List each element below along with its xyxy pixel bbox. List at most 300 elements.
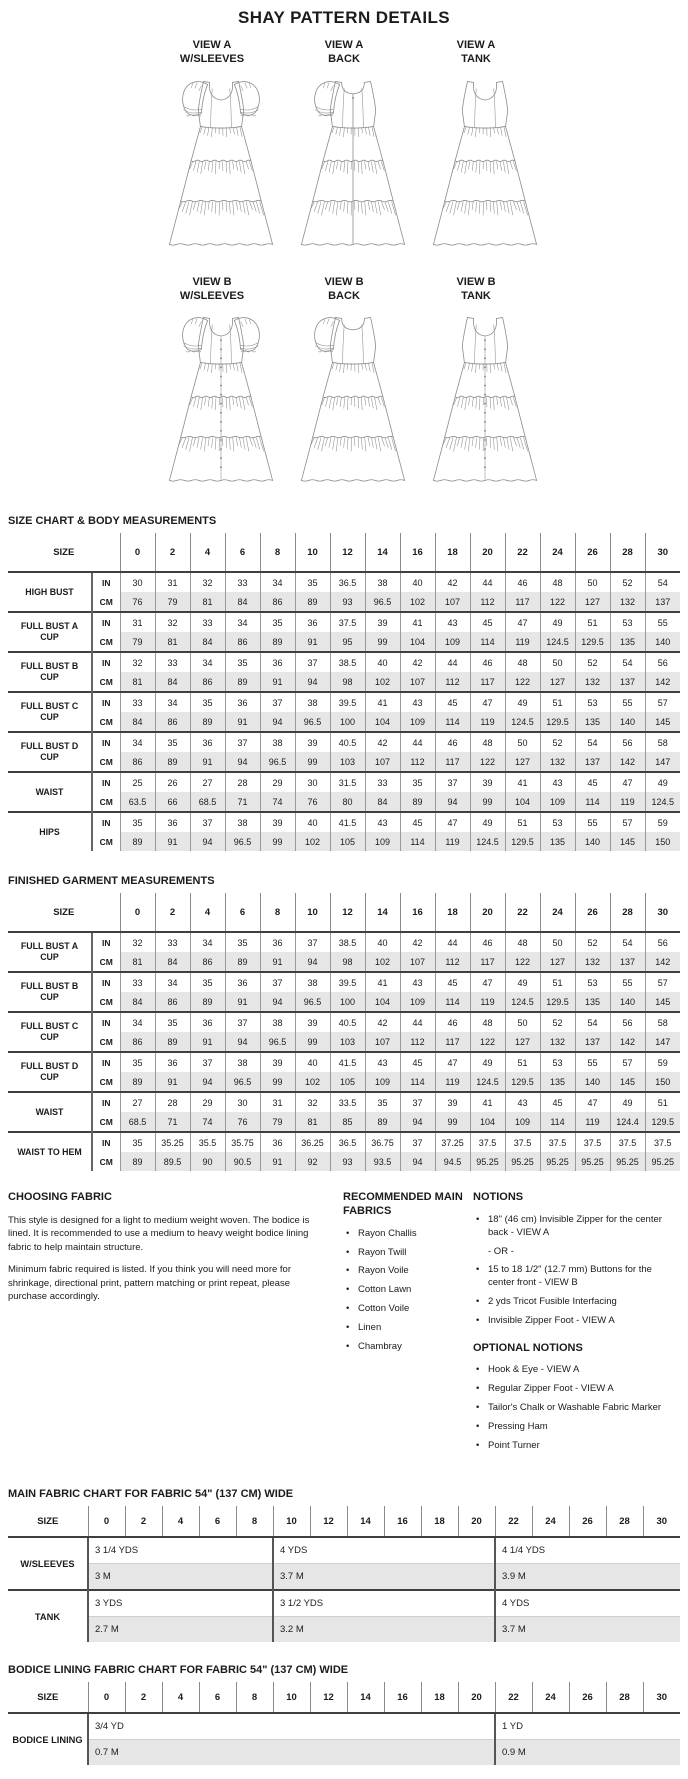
measure-value-cm: 117 — [435, 752, 470, 772]
size-column-header: 26 — [569, 1682, 606, 1713]
measure-value-cm: 109 — [365, 1072, 400, 1092]
measure-value-in: 53 — [540, 812, 575, 832]
measure-value-in: 35 — [155, 1012, 190, 1032]
size-column-header: 20 — [458, 1682, 495, 1713]
measure-value-in: 26 — [155, 772, 190, 792]
size-column-header: 20 — [470, 533, 505, 572]
measure-value-in: 45 — [435, 692, 470, 712]
measure-row-cm — [8, 992, 680, 1012]
measure-value-in: 39 — [260, 812, 295, 832]
notion-list-item: • 2 yds Tricot Fusible Interfacing — [473, 1296, 680, 1309]
measure-value-cm: 122 — [540, 592, 575, 612]
measure-value-in: 57 — [610, 1052, 645, 1072]
yardage-value: 1 YD — [495, 1713, 680, 1740]
measure-value-in: 38.5 — [330, 652, 365, 672]
measure-value-in: 51 — [575, 612, 610, 632]
measure-value-cm: 95.25 — [540, 1152, 575, 1171]
measure-value-in: 37.5 — [610, 1132, 645, 1152]
size-column-header: 18 — [435, 893, 470, 932]
measure-value-cm: 107 — [400, 952, 435, 972]
measure-value-cm: 114 — [435, 712, 470, 732]
size-column-header: 14 — [365, 893, 400, 932]
size-column-header: 26 — [569, 1506, 606, 1537]
main-fabric-chart-heading: MAIN FABRIC CHART FOR FABRIC 54" (137 CM) WIDE — [8, 1488, 294, 1501]
measure-value-cm: 147 — [645, 1032, 680, 1052]
measure-value-in: 55 — [575, 1052, 610, 1072]
size-column-header: 10 — [273, 1682, 310, 1713]
measure-value-cm: 63.5 — [120, 792, 155, 812]
measure-value-cm: 99 — [260, 1072, 295, 1092]
size-column-header: 14 — [347, 1506, 384, 1537]
measure-value-in: 36 — [190, 732, 225, 752]
measure-value-in: 51 — [505, 812, 540, 832]
measure-value-in: 38 — [365, 572, 400, 592]
measure-value-in: 37.5 — [575, 1132, 610, 1152]
fabric-list-item: • Cotton Lawn — [343, 1284, 463, 1297]
measure-value-in: 33 — [120, 972, 155, 992]
measure-value-cm: 94 — [260, 992, 295, 1012]
measure-value-in: 35 — [120, 812, 155, 832]
size-column-header: 22 — [495, 1682, 532, 1713]
measure-value-cm: 84 — [155, 952, 190, 972]
fabric-list-item: • Chambray — [343, 1341, 463, 1354]
measure-value-cm: 122 — [470, 752, 505, 772]
size-column-header: 6 — [199, 1506, 236, 1537]
size-column-header: 30 — [645, 893, 680, 932]
recommended-fabrics-heading: RECOMMENDED MAIN FABRICS — [343, 1191, 463, 1217]
measure-label: FULL BUST B CUP — [8, 652, 92, 692]
meters-value: 3 M — [88, 1564, 273, 1591]
measure-value-cm: 89 — [120, 1072, 155, 1092]
choosing-fabric-paragraph: This style is designed for a light to medium weight woven. The bodice is lined. It is recommended to use a medium to heavy weight bodice lining fabric to help maintain structure. — [8, 1214, 310, 1253]
measure-value-cm: 91 — [155, 1072, 190, 1092]
measure-value-in: 44 — [400, 732, 435, 752]
measure-value-cm: 96.5 — [260, 752, 295, 772]
measure-value-in: 45 — [400, 812, 435, 832]
measure-value-cm: 109 — [505, 1112, 540, 1132]
measure-value-cm: 107 — [365, 1032, 400, 1052]
puff-sleeve — [234, 318, 259, 352]
measure-value-in: 31 — [155, 572, 190, 592]
measure-value-in: 27 — [120, 1092, 155, 1112]
measure-value-in: 37 — [400, 1092, 435, 1112]
unit-in: IN — [92, 1092, 120, 1112]
size-header-row — [8, 533, 680, 572]
measure-row-in — [8, 612, 680, 632]
measure-value-in: 56 — [610, 732, 645, 752]
measure-value-cm: 86 — [155, 712, 190, 732]
unit-cm: CM — [92, 1072, 120, 1092]
bodice-lining-chart-table — [8, 1682, 680, 1765]
measure-value-in: 55 — [645, 612, 680, 632]
recommended-fabrics-list — [343, 1228, 463, 1354]
measure-value-in: 49 — [610, 1092, 645, 1112]
unit-cm: CM — [92, 992, 120, 1012]
measure-value-in: 36 — [295, 612, 330, 632]
measure-value-cm: 74 — [190, 1112, 225, 1132]
measure-value-in: 57 — [645, 972, 680, 992]
measure-value-in: 36 — [190, 1012, 225, 1032]
measure-value-cm: 124.5 — [470, 832, 505, 851]
measure-value-cm: 145 — [645, 992, 680, 1012]
unit-cm: CM — [92, 1152, 120, 1171]
measure-value-in: 41 — [470, 1092, 505, 1112]
measure-value-in: 45 — [400, 1052, 435, 1072]
measure-value-cm: 100 — [330, 712, 365, 732]
measure-value-in: 38 — [225, 1052, 260, 1072]
measure-row-in — [8, 812, 680, 832]
measure-value-cm: 102 — [295, 1072, 330, 1092]
notions-section — [473, 1191, 680, 1466]
measure-value-cm: 79 — [120, 632, 155, 652]
measure-value-in: 37.5 — [540, 1132, 575, 1152]
measure-value-in: 35 — [190, 692, 225, 712]
view-label: VIEW A TANK — [456, 39, 496, 66]
measure-value-cm: 89 — [295, 592, 330, 612]
measure-value-in: 33 — [155, 652, 190, 672]
fabric-list-item: • Cotton Voile — [343, 1303, 463, 1316]
measure-value-cm: 103 — [330, 752, 365, 772]
measure-value-in: 49 — [540, 612, 575, 632]
measure-row-cm — [8, 632, 680, 652]
measure-value-in: 35.25 — [155, 1132, 190, 1152]
optional-notion-list-item: • Tailor's Chalk or Washable Fabric Marker — [473, 1402, 680, 1415]
measure-value-cm: 127 — [540, 672, 575, 692]
measure-value-in: 38 — [260, 1012, 295, 1032]
view-b-tank — [410, 275, 542, 500]
measure-value-cm: 94 — [190, 1072, 225, 1092]
bodice-lining-chart-heading: BODICE LINING FABRIC CHART FOR FABRIC 54" (137 CM) WIDE — [8, 1664, 349, 1677]
measure-value-cm: 124.5 — [505, 992, 540, 1012]
measure-value-in: 30 — [295, 772, 330, 792]
measure-value-in: 49 — [470, 812, 505, 832]
measure-value-cm: 119 — [610, 792, 645, 812]
size-column-header: 26 — [575, 533, 610, 572]
measure-value-cm: 109 — [365, 832, 400, 851]
measure-row-cm — [8, 712, 680, 732]
measure-value-in: 36 — [155, 812, 190, 832]
measure-value-in: 34 — [155, 692, 190, 712]
measure-value-cm: 96.5 — [365, 592, 400, 612]
measure-value-in: 46 — [505, 572, 540, 592]
size-column-header: 14 — [365, 533, 400, 572]
measure-value-cm: 85 — [330, 1112, 365, 1132]
measure-row-in — [8, 1012, 680, 1032]
unit-in: IN — [92, 1052, 120, 1072]
yardage-value: 4 YDS — [273, 1537, 495, 1564]
measure-value-in: 57 — [610, 812, 645, 832]
fabric-row-label: TANK — [8, 1590, 88, 1642]
measure-value-cm: 142 — [645, 952, 680, 972]
measure-value-in: 35 — [400, 772, 435, 792]
measure-value-cm: 119 — [435, 832, 470, 851]
recommended-fabrics-section — [343, 1191, 463, 1466]
garment-views-grid — [8, 38, 680, 499]
measure-value-cm: 95.25 — [470, 1152, 505, 1171]
measure-value-in: 45 — [540, 1092, 575, 1112]
size-column-header: 4 — [190, 893, 225, 932]
measure-value-cm: 81 — [155, 632, 190, 652]
measure-value-cm: 91 — [260, 672, 295, 692]
measure-value-in: 33 — [120, 692, 155, 712]
measure-value-cm: 91 — [295, 632, 330, 652]
measure-value-cm: 99 — [470, 792, 505, 812]
measure-value-cm: 142 — [610, 752, 645, 772]
measure-value-cm: 135 — [540, 832, 575, 851]
size-column-header: 12 — [330, 533, 365, 572]
unit-cm: CM — [92, 672, 120, 692]
measure-value-cm: 96.5 — [225, 1072, 260, 1092]
fabric-list-item: • Rayon Twill — [343, 1247, 463, 1260]
size-column-header: 22 — [495, 1506, 532, 1537]
measure-row-cm — [8, 752, 680, 772]
dress-line-art — [146, 303, 296, 499]
size-column-header: 24 — [532, 1506, 569, 1537]
optional-notions-heading: OPTIONAL NOTIONS — [473, 1341, 583, 1354]
measure-label: FULL BUST C CUP — [8, 692, 92, 732]
measure-value-cm: 135 — [540, 1072, 575, 1092]
measure-value-cm: 132 — [540, 1032, 575, 1052]
measure-value-in: 34 — [120, 1012, 155, 1032]
measure-value-cm: 147 — [645, 752, 680, 772]
measure-value-in: 51 — [540, 692, 575, 712]
measure-value-cm: 140 — [645, 632, 680, 652]
notion-list-item: • 15 to 18 1/2" (12.7 mm) Buttons for the center front - VIEW B — [473, 1264, 680, 1290]
measure-value-cm: 79 — [155, 592, 190, 612]
measure-value-in: 37.5 — [470, 1132, 505, 1152]
measure-value-cm: 86 — [190, 952, 225, 972]
measure-value-cm: 127 — [505, 1032, 540, 1052]
measure-value-in: 36 — [260, 652, 295, 672]
measure-value-cm: 91 — [190, 752, 225, 772]
measure-value-cm: 109 — [435, 632, 470, 652]
measure-value-in: 56 — [645, 652, 680, 672]
size-column-header: 18 — [421, 1506, 458, 1537]
measure-value-in: 43 — [505, 1092, 540, 1112]
measure-value-in: 44 — [470, 572, 505, 592]
measure-row-in — [8, 772, 680, 792]
yardage-value: 3 YDS — [88, 1590, 273, 1617]
measure-value-cm: 74 — [260, 792, 295, 812]
measure-value-cm: 140 — [575, 1072, 610, 1092]
choosing-fabric-heading: CHOOSING FABRIC — [8, 1191, 112, 1204]
measure-value-cm: 91 — [260, 952, 295, 972]
measure-value-cm: 66 — [155, 792, 190, 812]
measure-value-cm: 99 — [295, 752, 330, 772]
measure-value-in: 47 — [470, 972, 505, 992]
measure-value-cm: 95.25 — [610, 1152, 645, 1171]
measure-value-in: 35 — [295, 572, 330, 592]
measure-value-in: 35 — [365, 1092, 400, 1112]
measure-value-in: 37 — [435, 772, 470, 792]
measure-value-cm: 89 — [225, 672, 260, 692]
measure-value-cm: 89 — [190, 992, 225, 1012]
unit-in: IN — [92, 772, 120, 792]
size-column-header: 28 — [610, 893, 645, 932]
choosing-fabric-paragraph: Minimum fabric required is listed. If you think you will need more for shrinkage, directional print, pattern matching or print repeat, please purchase accordingly. — [8, 1264, 292, 1303]
fabric-row-label: W/SLEEVES — [8, 1537, 88, 1590]
measure-value-cm: 137 — [575, 752, 610, 772]
measure-value-cm: 135 — [575, 992, 610, 1012]
size-column-header: 8 — [236, 1506, 273, 1537]
size-label: SIZE — [37, 1691, 59, 1703]
size-header-row — [8, 1682, 680, 1713]
measure-value-in: 39 — [470, 772, 505, 792]
measure-value-cm: 132 — [610, 592, 645, 612]
measure-value-in: 37 — [225, 1012, 260, 1032]
size-label: SIZE — [53, 906, 75, 918]
measure-value-in: 39 — [295, 1012, 330, 1032]
measure-label: FULL BUST D CUP — [8, 1052, 92, 1092]
size-column-header: 6 — [225, 893, 260, 932]
measure-label: FULL BUST A CUP — [8, 932, 92, 972]
meters-value: 2.7 M — [88, 1617, 273, 1643]
measure-label: FULL BUST B CUP — [8, 972, 92, 1012]
size-column-header: 14 — [347, 1682, 384, 1713]
optional-notions-list — [473, 1364, 680, 1452]
measure-value-cm: 104 — [505, 792, 540, 812]
size-column-header: 20 — [470, 893, 505, 932]
measure-value-in: 36.25 — [295, 1132, 330, 1152]
measure-value-in: 59 — [645, 812, 680, 832]
measure-value-cm: 129.5 — [505, 1072, 540, 1092]
measure-value-in: 39 — [365, 612, 400, 632]
measure-value-cm: 94 — [400, 1152, 435, 1171]
meters-value: 3.7 M — [273, 1564, 495, 1591]
size-column-header: 16 — [400, 533, 435, 572]
unit-in: IN — [92, 932, 120, 952]
measure-value-cm: 140 — [610, 992, 645, 1012]
measure-value-cm: 142 — [610, 1032, 645, 1052]
view-a-back — [278, 38, 410, 263]
measure-value-cm: 103 — [330, 1032, 365, 1052]
measure-value-cm: 114 — [470, 632, 505, 652]
measure-value-in: 52 — [575, 652, 610, 672]
measure-value-cm: 117 — [470, 952, 505, 972]
measure-value-cm: 94 — [295, 952, 330, 972]
measure-value-cm: 95.25 — [505, 1152, 540, 1171]
size-column-header: 8 — [236, 1682, 273, 1713]
measure-value-cm: 114 — [400, 1072, 435, 1092]
meters-row — [8, 1617, 680, 1643]
unit-in: IN — [92, 732, 120, 752]
measure-value-cm: 122 — [470, 1032, 505, 1052]
size-column-header: 12 — [310, 1506, 347, 1537]
measure-value-in: 50 — [505, 732, 540, 752]
dress-line-art — [146, 67, 296, 263]
measure-value-cm: 150 — [645, 1072, 680, 1092]
notions-heading: NOTIONS — [473, 1191, 524, 1204]
measure-value-in: 43 — [400, 972, 435, 992]
size-column-header: 16 — [384, 1682, 421, 1713]
puff-sleeve — [183, 81, 208, 115]
measure-label: FULL BUST A CUP — [8, 612, 92, 652]
measure-value-cm: 99 — [295, 1032, 330, 1052]
measure-value-cm: 95 — [330, 632, 365, 652]
measure-value-cm: 119 — [470, 992, 505, 1012]
measure-value-cm: 91 — [260, 1152, 295, 1171]
measure-label: FULL BUST D CUP — [8, 732, 92, 772]
measure-value-in: 40 — [365, 932, 400, 952]
measure-row-cm — [8, 1112, 680, 1132]
measure-value-cm: 112 — [470, 592, 505, 612]
measure-value-in: 29 — [260, 772, 295, 792]
measure-value-in: 28 — [225, 772, 260, 792]
view-b-back — [278, 275, 410, 500]
size-column-header: 0 — [120, 893, 155, 932]
measure-value-in: 39 — [435, 1092, 470, 1112]
measure-value-in: 37 — [295, 652, 330, 672]
measure-value-in: 35 — [225, 652, 260, 672]
measure-value-cm: 81 — [120, 952, 155, 972]
notion-list-item: • Invisible Zipper Foot - VIEW A — [473, 1315, 680, 1328]
measure-value-in: 47 — [610, 772, 645, 792]
measure-row-in — [8, 932, 680, 952]
dress-line-art — [278, 303, 428, 499]
measure-value-cm: 142 — [645, 672, 680, 692]
view-label: VIEW B W/SLEEVES — [179, 275, 245, 302]
measure-value-in: 32 — [120, 652, 155, 672]
measure-value-cm: 102 — [365, 672, 400, 692]
size-column-header: 2 — [125, 1506, 162, 1537]
size-column-header: 30 — [643, 1682, 680, 1713]
measure-value-cm: 81 — [295, 1112, 330, 1132]
measure-value-cm: 129.5 — [540, 712, 575, 732]
measure-value-in: 41.5 — [330, 812, 365, 832]
measure-value-cm: 137 — [610, 952, 645, 972]
measure-value-cm: 89 — [155, 1032, 190, 1052]
measure-value-cm: 86 — [190, 672, 225, 692]
measure-value-in: 31.5 — [330, 772, 365, 792]
measure-value-in: 37 — [225, 732, 260, 752]
notion-list-item: • 18" (46 cm) Invisible Zipper for the center back - VIEW A — [473, 1214, 680, 1240]
measure-value-in: 34 — [225, 612, 260, 632]
choosing-fabric-section — [8, 1191, 311, 1466]
measure-value-cm: 112 — [400, 752, 435, 772]
measure-value-in: 37.5 — [645, 1132, 680, 1152]
measure-value-in: 54 — [645, 572, 680, 592]
measure-value-in: 50 — [540, 652, 575, 672]
measure-value-cm: 89 — [155, 752, 190, 772]
measure-value-cm: 114 — [575, 792, 610, 812]
measure-value-cm: 84 — [190, 632, 225, 652]
view-label: VIEW B BACK — [324, 275, 364, 302]
size-label: SIZE — [53, 546, 75, 558]
measure-value-in: 27 — [190, 772, 225, 792]
measure-value-in: 48 — [470, 732, 505, 752]
size-column-header: 2 — [155, 533, 190, 572]
measure-value-in: 49 — [645, 772, 680, 792]
measure-row-cm — [8, 1072, 680, 1092]
measure-value-cm: 86 — [120, 1032, 155, 1052]
measure-value-in: 56 — [645, 932, 680, 952]
measure-value-cm: 89 — [120, 832, 155, 851]
measure-value-in: 43 — [365, 812, 400, 832]
measure-value-cm: 84 — [120, 992, 155, 1012]
measure-value-in: 41 — [505, 772, 540, 792]
measure-value-in: 48 — [505, 932, 540, 952]
measure-value-in: 33 — [225, 572, 260, 592]
size-column-header: 0 — [88, 1506, 125, 1537]
measure-value-cm: 94.5 — [435, 1152, 470, 1171]
measure-value-cm: 119 — [435, 1072, 470, 1092]
meters-row — [8, 1740, 680, 1766]
size-column-header: 12 — [330, 893, 365, 932]
measure-row-in — [8, 572, 680, 592]
measure-value-cm: 105 — [330, 1072, 365, 1092]
measure-value-cm: 124.5 — [540, 632, 575, 652]
measure-value-in: 44 — [400, 1012, 435, 1032]
